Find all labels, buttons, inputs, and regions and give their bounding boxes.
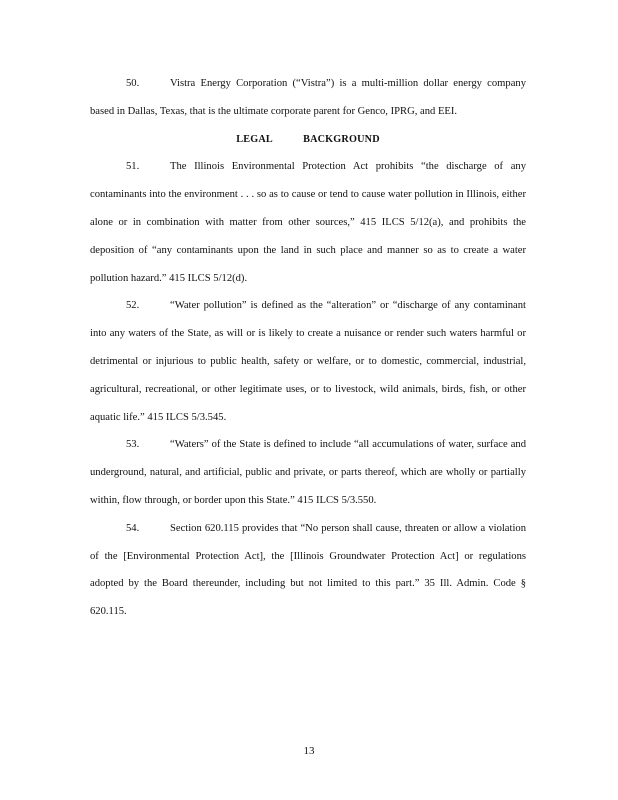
paragraph-text: “Water pollution” is defined as the “alteration” or “discharge of any contaminant into any waters of the State, as will or is likely to create a nuisance or render such waters harmful or detrimental or injurious to public health, safety or welfare, or to domestic, commercial, industrial, agricultural, recreational, or other legitimate uses, or to livestock, wild animals, birds, fish, or other aquatic life.” 415 ILCS 5/3.545. <box>90 300 526 423</box>
paragraph-53 <box>90 431 526 514</box>
paragraph-number: 50. <box>126 78 140 89</box>
paragraph-number: 53. <box>126 439 140 451</box>
section-heading: LEGAL BACKGROUND <box>236 133 380 145</box>
page-number: 13 <box>303 745 315 757</box>
paragraph-52 <box>90 292 526 431</box>
paragraph-number: 52. <box>126 300 140 312</box>
document-body <box>90 70 526 626</box>
paragraph-text: Section 620.115 provides that “No person shall cause, threaten or allow a violation of the [Environmental Protection Act], the [Illinois Groundwater Protection Act] or regulations adopted by the Board thereunder, including but not limited to this part.” 35 Ill. Admin. Code § 620.115. <box>90 522 526 618</box>
paragraph-50 <box>90 70 526 126</box>
paragraph-text: Vistra Energy Corporation (“Vistra”) is a multi-million dollar energy company based in Dallas, Texas, that is the ultimate corporate parent for Genco, IPRG, and EEI. <box>90 78 526 117</box>
paragraph-number: 54. <box>126 522 140 534</box>
paragraph-text: “Waters” of the State is defined to include “all accumulations of water, surface and underground, natural, and artificial, public and private, or parts thereof, which are wholly or partially within, flow through, or border upon this State.” 415 ILCS 5/3.550. <box>90 439 526 506</box>
paragraph-54 <box>90 515 526 626</box>
paragraph-number: 51. <box>126 161 140 173</box>
paragraph-text: The Illinois Environmental Protection Act prohibits “the discharge of any contaminants into the environment . . . so as to cause or tend to cause water pollution in Illinois, either alone or in combination with matter from other sources,” 415 ILCS 5/12(a), and prohibits the deposition of “any contaminants upon the land in such place and manner so as to create a water pollution hazard.” 415 ILCS 5/12(d). <box>90 161 526 284</box>
paragraph-51 <box>90 153 526 292</box>
